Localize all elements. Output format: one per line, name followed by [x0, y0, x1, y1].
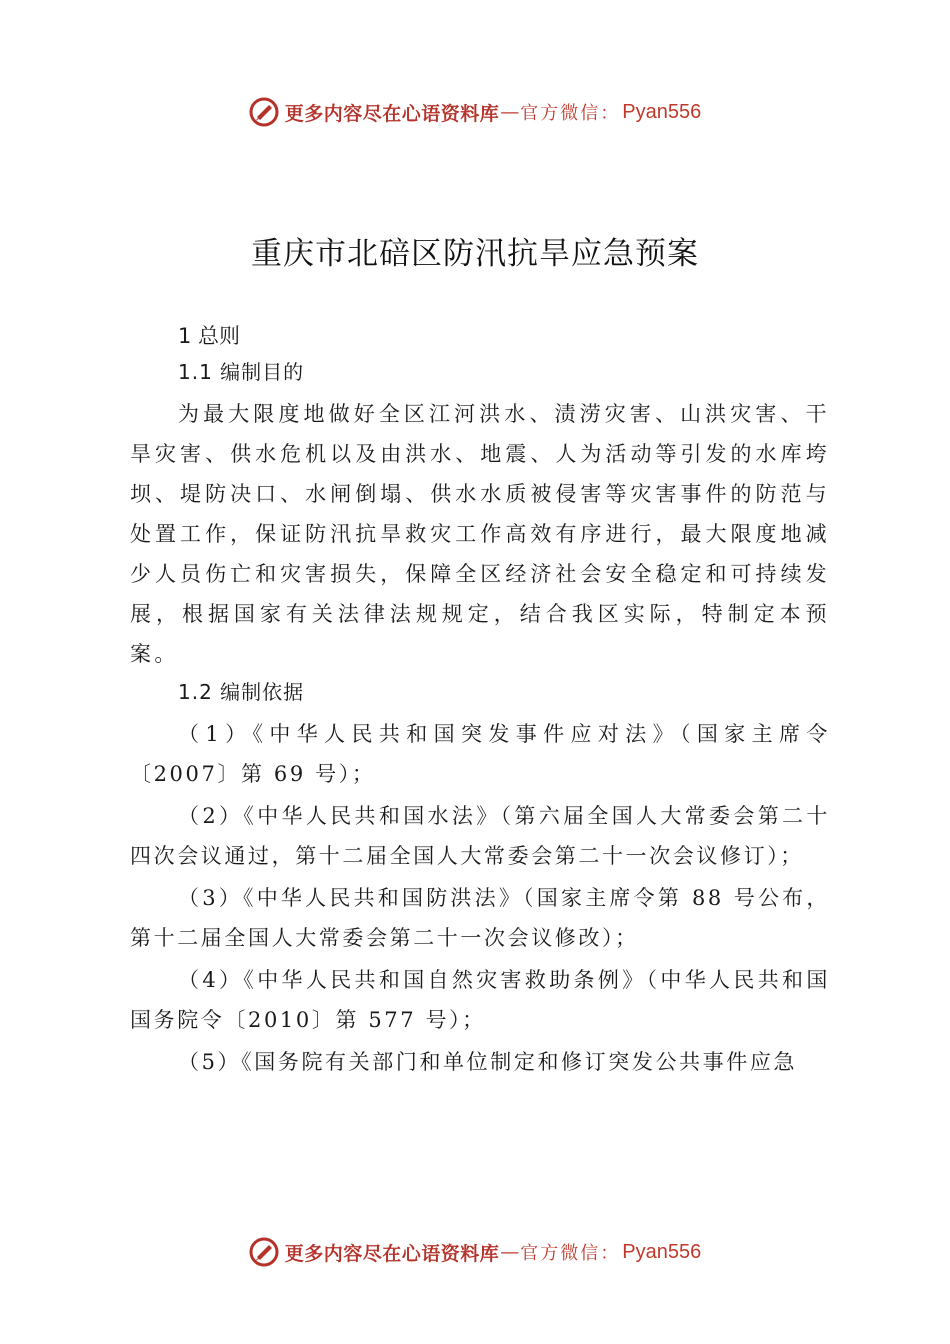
section-1-1-paragraph: 为最大限度地做好全区江河洪水、渍涝灾害、山洪灾害、干旱灾害、供水危机以及由洪水、地震、人为活动等引发的水库垮坝、堤防决口、水闸倒塌、供水水质被侵害等灾害事件的防范与处置工作，保证防汛抗旱救灾工作高效有序进行，最大限度地减少人员伤亡和灾害损失，保障全区经济社会安全稳定和可持续发展，根据国家有关法律法规规定，结合我区实际，特制定本预案。: [130, 402, 830, 666]
document-body: [130, 318, 830, 1084]
basis-item-1: （1）《中华人民共和国突发事件应对法》（国家主席令〔2007〕第 69 号）；: [130, 722, 830, 786]
banner-separator: —: [500, 101, 520, 123]
brand-logo-icon: [249, 97, 279, 127]
section-1-2-heading: 1.2 编制依据: [178, 680, 305, 704]
header-banner: [0, 92, 950, 132]
brand-logo-icon: [249, 1237, 279, 1267]
document-title: 重庆市北碚区防汛抗旱应急预案: [251, 236, 699, 272]
banner-separator: —: [500, 1241, 520, 1263]
banner-contact-label: 官方微信：: [520, 1243, 621, 1264]
section-1-heading: 1 总则: [178, 324, 241, 348]
banner-contact-id: Pyan556: [622, 100, 702, 123]
footer-banner: [0, 1232, 950, 1272]
basis-item-5: （5）《国务院有关部门和单位制定和修订突发公共事件应急: [178, 1050, 798, 1074]
banner-brand-text: 更多内容尽在心语资料库: [284, 102, 500, 125]
banner-contact-label: 官方微信：: [520, 103, 621, 124]
basis-item-3: （3）《中华人民共和国防洪法》（国家主席令第 88 号公布，第十二届全国人大常委会第二十一次会议修改）；: [130, 886, 830, 950]
banner-contact-id: Pyan556: [622, 1240, 702, 1263]
banner-brand-text: 更多内容尽在心语资料库: [284, 1242, 500, 1265]
basis-item-2: （2）《中华人民共和国水法》（第六届全国人大常委会第二十四次会议通过，第十二届全国人大常委会第二十一次会议修订）；: [130, 804, 830, 868]
basis-item-4: （4）《中华人民共和国自然灾害救助条例》（中华人民共和国国务院令〔2010〕第 577 号）；: [130, 968, 830, 1032]
section-1-1-heading: 1.1 编制目的: [178, 360, 305, 384]
